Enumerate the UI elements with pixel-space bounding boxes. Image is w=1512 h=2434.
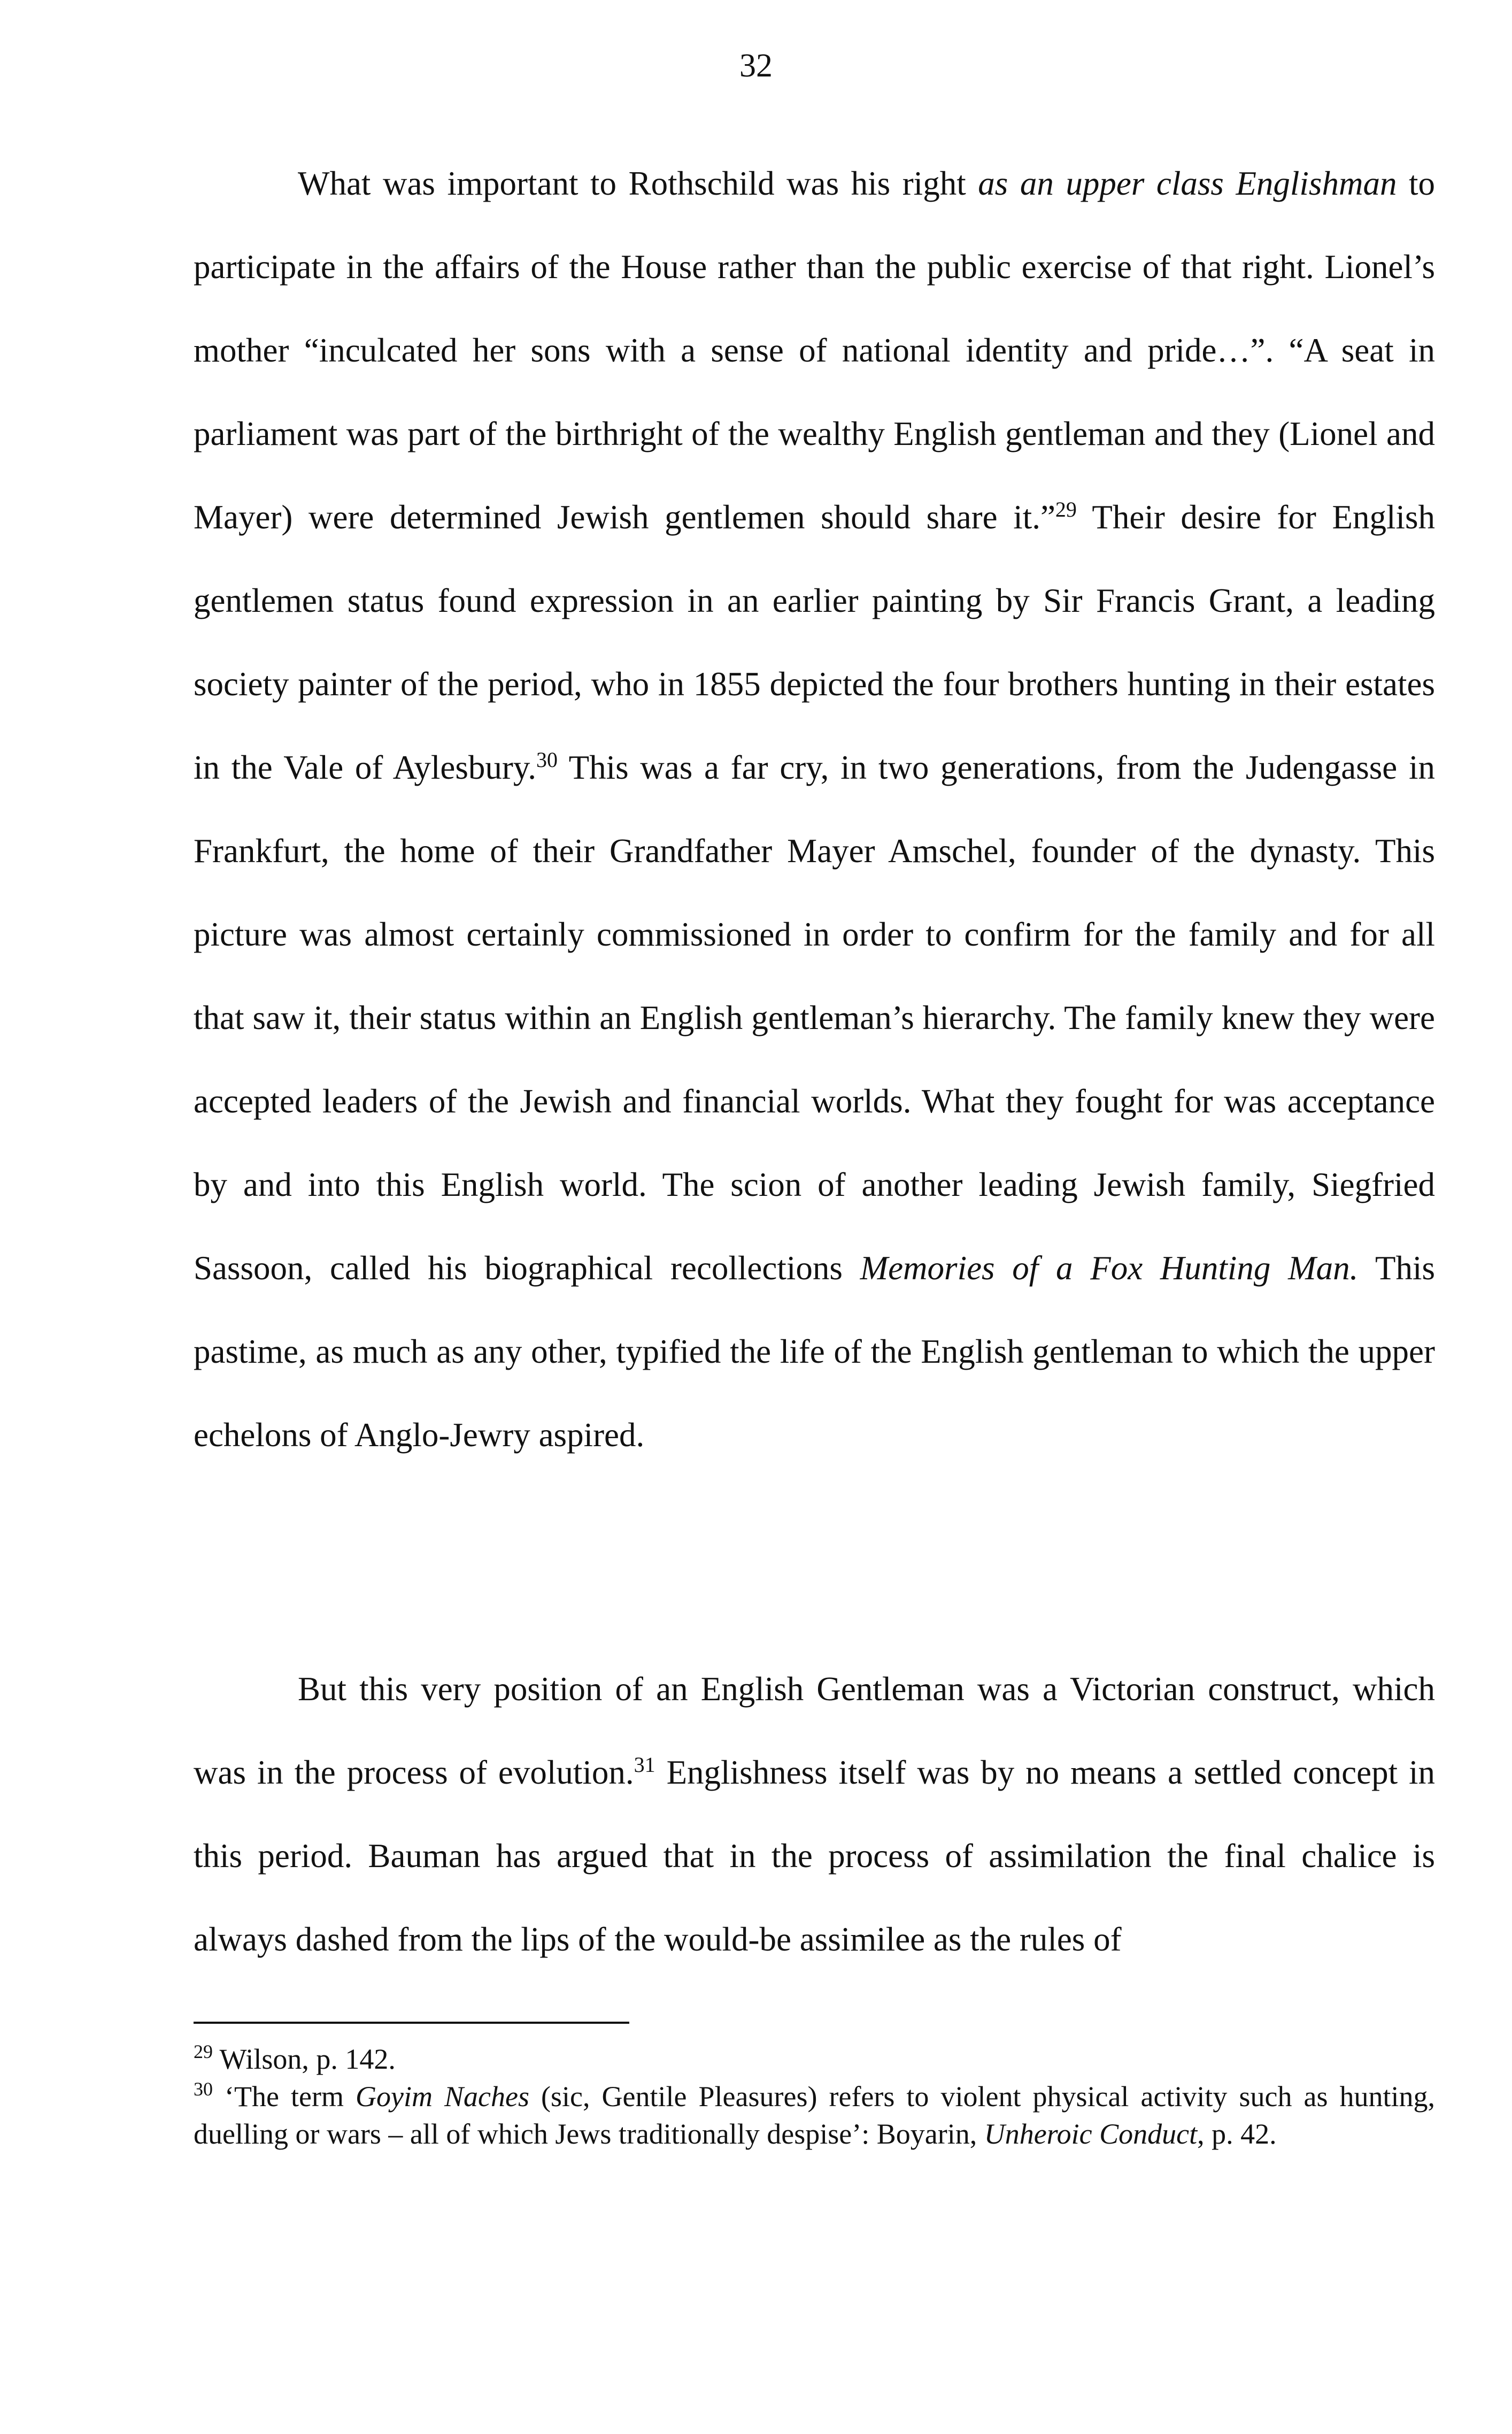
footnote-30-text-end: , p. 42. [1197, 2118, 1277, 2150]
p2-sentence-2: Englishness itself was by no means a settled concept in this period. Bauman has argued that in the process of assimilation the final chalice is always dashed from the lips of the would-be assimilee as the rules of [194, 1754, 1435, 1958]
p1-sentence-3: This was a far cry, in two generations, from the Judengasse in Frankfurt, the home of their Grandfather Mayer Amschel, founder of the dynasty. This picture was almost certainly commissioned in order to confirm for the family and for all that saw it, their status within an English gentleman’s hierarchy. The family knew they were accepted leaders of the Jewish and financial worlds. What they fought for was acceptance by and into this English world. The scion of another leading Jewish family, Siegfried Sassoon, called his biographical recollections [194, 749, 1435, 1287]
footnote-29-text: Wilson, p. 142. [213, 2043, 396, 2075]
footnote-ref-31[interactable]: 31 [634, 1753, 655, 1777]
page-number: 32 [739, 48, 773, 84]
footnote-ref-29[interactable]: 29 [1055, 497, 1077, 521]
footnote-29-mark: 29 [194, 2041, 213, 2062]
footnote-30-text-cont: (sic, Gentile Pleasures) refers to violent physical activity such as hunting, duelling or wars – all of which Jews traditionally despise’: Boyarin, [194, 2080, 1436, 2150]
paragraph-2 [194, 1647, 1435, 1981]
footnote-30 [194, 2078, 1435, 2153]
footnote-30-mark: 30 [194, 2078, 213, 2100]
footnote-30-book-title: Unheroic Conduct [984, 2118, 1198, 2150]
paragraph-1-text [194, 142, 1435, 1477]
paragraph-2-text [194, 1647, 1435, 1981]
p1-sentence-1: What was important to Rothschild was his right [298, 165, 978, 202]
p1-sentence-2: Their desire for English gentlemen status found expression in an earlier painting by Sir Francis Grant, a leading society painter of the period, who in 1855 depicted the four brothers hunting in their estates in the Vale of Aylesbury. [194, 498, 1435, 786]
p2-sentence-1: But this very position of an English Gentleman was a Victorian construct, which was in the process of evolution. [194, 1670, 1435, 1791]
footnote-30-italic-term: Goyim Naches [356, 2080, 529, 2113]
p1-sentence-1-cont: to participate in the affairs of the House rather than the public exercise of that right. Lionel’s mother “inculcated her sons with a sense of national identity and pride…”. “A seat in parliament was part of the birthright of the wealthy English gentleman and they (Lionel and Mayer) were determined Jewish gentlemen should share it.” [194, 165, 1436, 536]
footnote-ref-30[interactable]: 30 [536, 748, 558, 772]
p1-sentence-3-cont: This pastime, as much as any other, typified the life of the English gentleman to which the upper echelons of Anglo-Jewry aspired. [194, 1249, 1436, 1454]
paragraph-1 [194, 142, 1435, 1477]
footnote-30-text: ‘The term [213, 2080, 356, 2113]
footnotes [194, 2040, 1435, 2153]
footnote-divider [194, 2022, 629, 2024]
footnote-29 [194, 2040, 1435, 2078]
p1-book-title: Memories of a Fox Hunting Man. [860, 1249, 1359, 1287]
p1-italic-phrase: as an upper class Englishman [978, 165, 1397, 202]
